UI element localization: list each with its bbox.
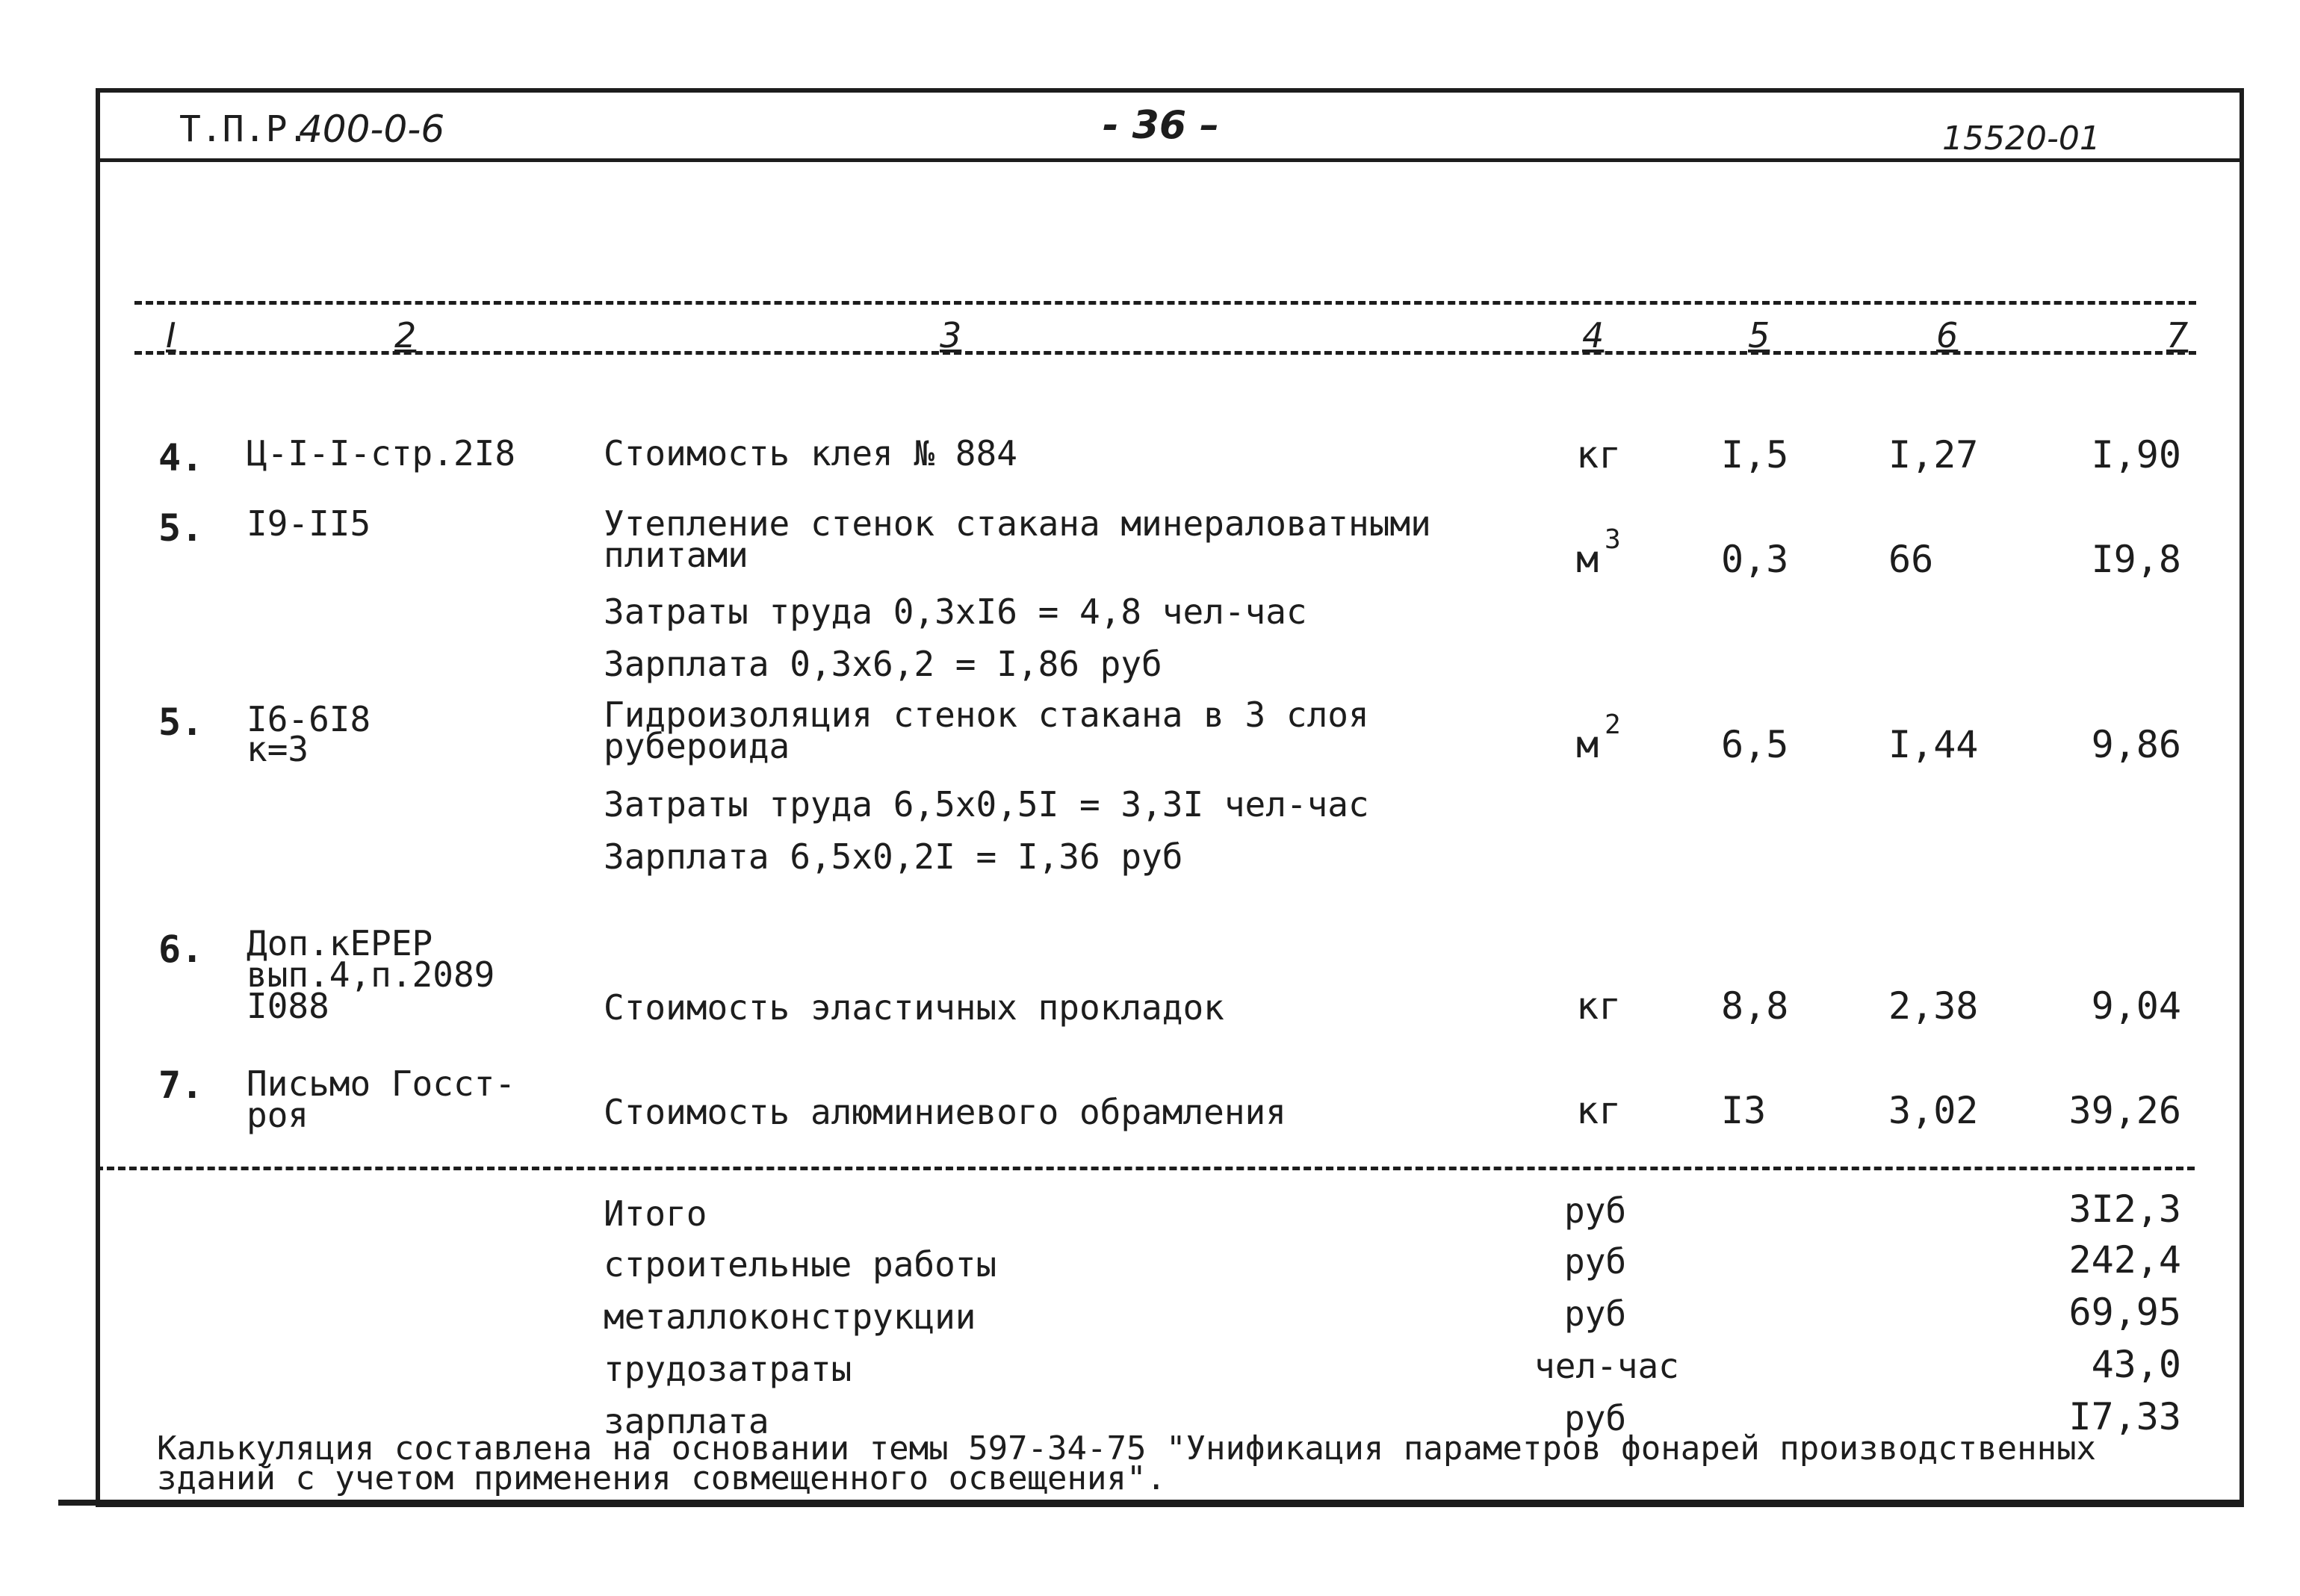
row-description: Гидроизоляция стенок стакана в 3 слоя <box>604 695 1369 735</box>
row-number: 6. <box>158 928 204 971</box>
row-quantity: I3 <box>1721 1089 1767 1132</box>
row-description: Утепление стенок стакана минераловатными <box>604 503 1431 544</box>
column-number: I <box>166 315 176 355</box>
row-note: Затраты труда 6,5х0,5I = 3,3I чел-час <box>604 784 1369 825</box>
row-reference: к=3 <box>247 729 309 769</box>
row-description: плитами <box>604 535 748 575</box>
footnote-line-2: зданий с учетом применения совмещенного освещения". <box>157 1459 1167 1497</box>
row-reference: Письмо Госст- <box>247 1064 516 1104</box>
row-quantity: 8,8 <box>1721 984 1789 1028</box>
row-unit: м <box>1576 723 1599 766</box>
row-unit: кг <box>1576 433 1622 476</box>
column-number: 6 <box>1936 315 1959 355</box>
total-unit: чел-час <box>1534 1346 1679 1386</box>
column-number: 2 <box>394 315 417 355</box>
column-number: 3 <box>940 315 962 355</box>
row-price: I,44 <box>1888 723 1979 766</box>
row-note: Зарплата 0,3х6,2 = I,86 руб <box>604 644 1162 684</box>
row-total: 39,26 <box>2068 1089 2181 1132</box>
row-reference: Ц-I-I-стр.2I8 <box>247 433 516 473</box>
column-header-rule-bottom <box>134 351 2196 355</box>
row-description: Стоимость клея № 884 <box>604 433 1017 473</box>
total-label: трудозатраты <box>604 1349 852 1389</box>
row-reference: вып.4,п.2089 <box>247 954 495 995</box>
row-unit: кг <box>1576 1089 1622 1132</box>
doc-number: 400-0-6 <box>299 108 445 151</box>
row-price: 2,38 <box>1888 984 1979 1028</box>
total-label: зарплата <box>604 1401 769 1441</box>
column-header-rule-top <box>134 301 2196 305</box>
total-value: I7,33 <box>2068 1395 2181 1438</box>
total-value: 43,0 <box>2091 1343 2181 1386</box>
column-number: 4 <box>1582 315 1605 355</box>
row-quantity: I,5 <box>1721 433 1789 476</box>
column-number: 7 <box>2166 315 2189 355</box>
total-unit: руб <box>1564 1241 1627 1282</box>
total-value: 3I2,3 <box>2068 1187 2181 1231</box>
row-price: 66 <box>1888 538 1934 581</box>
row-reference: I088 <box>247 986 329 1026</box>
row-reference: Доп.кЕРЕР <box>247 923 433 963</box>
row-description: рубероида <box>604 726 790 766</box>
row-unit-exponent: 3 <box>1605 524 1621 555</box>
row-total: 9,04 <box>2091 984 2181 1028</box>
row-note: Затраты труда 0,3хI6 = 4,8 чел-час <box>604 591 1307 632</box>
total-value: 242,4 <box>2068 1238 2181 1282</box>
row-description: Стоимость алюминиевого обрамления <box>604 1092 1286 1132</box>
row-price: 3,02 <box>1888 1089 1979 1132</box>
doc-prefix: Т.П.Р. <box>179 108 309 150</box>
row-unit-exponent: 2 <box>1605 709 1621 740</box>
total-unit: руб <box>1564 1398 1627 1438</box>
row-total: I9,8 <box>2091 538 2181 581</box>
total-label: строительные работы <box>604 1244 997 1285</box>
row-reference: роя <box>247 1095 309 1135</box>
column-number: 5 <box>1748 315 1770 355</box>
row-quantity: 6,5 <box>1721 723 1789 766</box>
total-label: Итого <box>604 1193 707 1234</box>
doc-code: 15520-01 <box>1942 119 2101 158</box>
row-reference: I9-II5 <box>247 503 371 544</box>
row-number: 5. <box>158 506 204 550</box>
total-label: металлоконструкции <box>604 1297 976 1337</box>
row-total: 9,86 <box>2091 723 2181 766</box>
total-unit: руб <box>1564 1190 1627 1231</box>
totals-separator <box>96 1167 2195 1170</box>
total-unit: руб <box>1564 1294 1627 1334</box>
row-unit: м <box>1576 538 1599 581</box>
row-unit: кг <box>1576 984 1622 1028</box>
row-price: I,27 <box>1888 433 1979 476</box>
row-number: 4. <box>158 436 204 479</box>
row-number: 5. <box>158 701 204 744</box>
row-quantity: 0,3 <box>1721 538 1789 581</box>
header-rule <box>96 158 2244 162</box>
row-note: Зарплата 6,5х0,2I = I,36 руб <box>604 836 1183 877</box>
row-reference: I6-6I8 <box>247 699 371 739</box>
footnote-line-1: Калькуляция составлена на основании темы 597-34-75 "Унификация параметров фонарей производственных <box>157 1429 2097 1468</box>
frame-bottom-edge <box>58 1500 2244 1506</box>
row-number: 7. <box>158 1064 204 1107</box>
row-description: Стоимость эластичных прокладок <box>604 987 1224 1028</box>
total-value: 69,95 <box>2068 1291 2181 1334</box>
page-number: - 36 – <box>1103 103 1220 148</box>
row-total: I,90 <box>2091 433 2181 476</box>
